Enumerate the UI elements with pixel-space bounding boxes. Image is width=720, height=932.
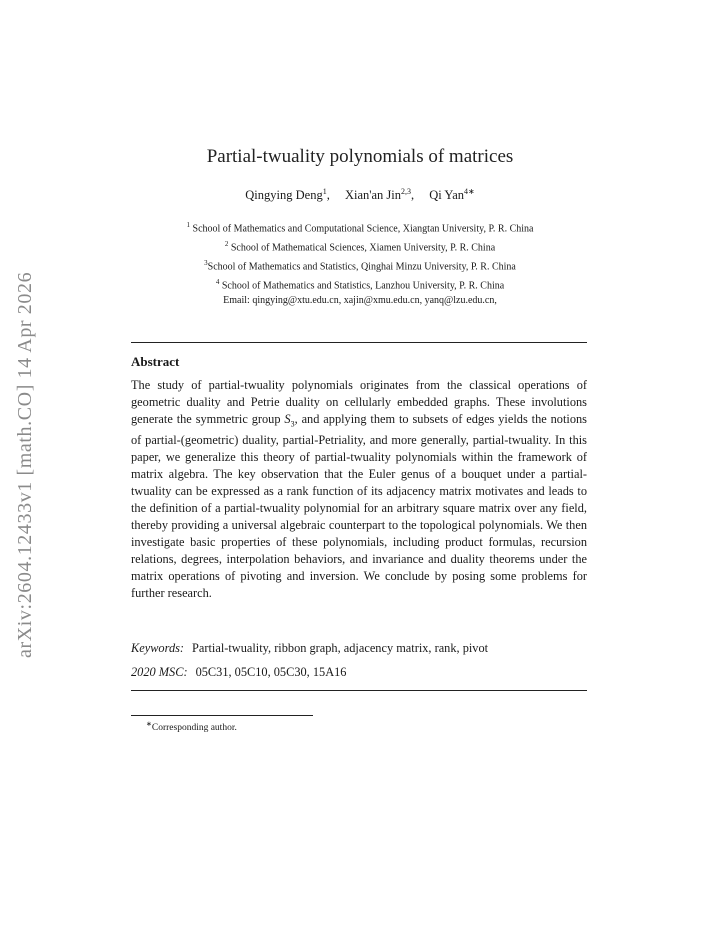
footnote-rule [131,715,313,716]
symmetric-group-symbol: S [284,412,291,426]
affiliation-block [0,218,720,308]
keywords-line [131,641,587,656]
footnote-text: Corresponding author. [151,723,237,734]
affiliation [0,256,720,275]
abstract-bottom-rule [131,690,587,691]
affiliation-mark: 4 [215,277,220,286]
author-separator: , [411,188,415,203]
affiliation-mark: 3 [204,258,208,267]
msc-line [131,665,587,680]
msc-value: 05C31, 05C10, 05C30, 15A16 [195,665,347,679]
footnote-mark: ∗ [146,720,152,728]
author [429,188,474,202]
affiliation [0,237,720,256]
abstract-text-part2: , and applying them to subsets of edges yields the notions of partial-(geometric) duality, partial-Petriality, and more generally, partial-twuality. In this paper, we generalize this theory of partial-twuality polynomials within the framework of matrix algebra. The key observation that the Euler genus of a bouquet under a partial-twuality can be expressed as a rank function of its adjacency matrix motivates and leads to the definition of a partial-twuality polynomial for an arbitrary square matrix over any field, thereby providing a universal algebraic counterpart to the topological polynomials. We then investigate basic properties of these polynomials, including product formulas, recursion relations, degrees, interpolation behaviors, and invariance and duality theorems under the matrix operations of pivoting and inversion. We conclude by posing some problems for further research. [131,412,587,601]
abstract-heading: Abstract [131,354,180,369]
affiliation-mark: 1 [186,221,191,229]
abstract-body [131,377,587,602]
author [345,188,414,202]
arxiv-identifier-stamp: arXiv:2604.12433v1 [math.CO] 14 Apr 2026 [14,271,36,658]
paper-title: Partial-twuality polynomials of matrices [206,146,514,167]
author [245,188,330,202]
author-separator: , [326,188,330,203]
affiliation-text: School of Mathematics and Statistics, Qinghai Minzu University, P. R. China [207,261,516,273]
author-affiliation-mark: 2,3 [401,187,412,196]
affiliation-text: School of Mathematics and Statistics, Lanzhou University, P. R. China [219,280,505,292]
affiliation-text: School of Mathematical Sciences, Xiamen University, P. R. China [228,242,496,254]
affiliation [0,218,720,237]
author-affiliation-mark: 1 [322,187,327,196]
msc-label: 2020 MSC: [131,665,188,679]
author-list [0,187,720,203]
email-line: Email: qingying@xtu.edu.cn, xajin@xmu.edu.cn, yanq@lzu.edu.cn, [223,294,497,306]
abstract-text-part1: The study of partial-twuality polynomials originates from the classical operations of geometric duality and Petrie duality on cellularly embedded graphs. These involutions generate the symmetric group [131,378,587,426]
affiliation [0,275,720,294]
abstract-top-rule [131,342,587,343]
footnote [146,720,237,733]
keywords-value: Partial-twuality, ribbon graph, adjacency matrix, rank, pivot [192,641,489,655]
keywords-label: Keywords: [131,641,185,655]
author-affiliation-mark: 4∗ [464,187,475,196]
author-name: Xian'an Jin [344,188,402,203]
affiliation-text: School of Mathematics and Computational Science, Xiangtan University, P. R. China [190,223,534,235]
author-name: Qi Yan [429,188,465,203]
affiliation-mark: 2 [224,239,229,248]
symmetric-group-subscript: 3 [290,419,295,429]
author-name: Qingying Deng [245,188,323,203]
